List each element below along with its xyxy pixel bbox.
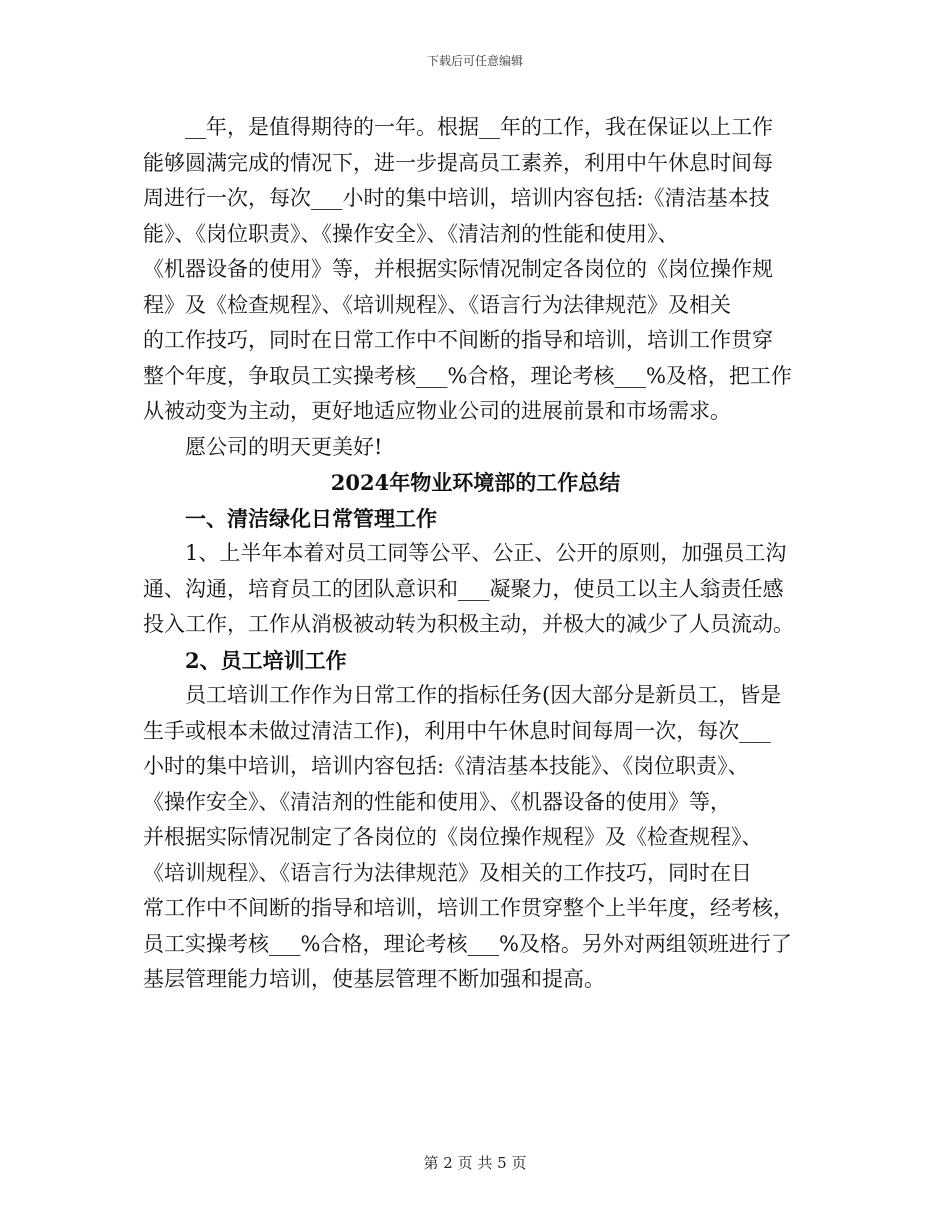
- section1-line-1: 1、上半年本着对员工同等公平、公正、公开的原则，加强员工沟: [185, 541, 787, 565]
- intro-line-6: 程》及《检查规程》、《培训规程》、《语言行为法律规范》及相关: [143, 292, 731, 317]
- intro-line-2: 能够圆满完成的情况下，进一步提高员工素养，利用中午休息时间每: [143, 150, 773, 175]
- section1-line-3: 投入工作，工作从消极被动转为积极主动，并极大的减少了人员流动。: [143, 612, 794, 636]
- page-footer: 第 2 页 共 5 页: [423, 1154, 527, 1172]
- intro-line-7: 的工作技巧，同时在日常工作中不间断的指导和培训，培训工作贯穿: [143, 328, 773, 352]
- section2-line-4: 《操作安全》、《清洁剂的性能和使用》、《机器设备的使用》等，: [143, 789, 731, 814]
- document-body: [143, 110, 808, 998]
- section2-line-3: 小时的集中培训，培训内容包括:《清洁基本技能》、《岗位职责》、: [143, 754, 749, 778]
- wish-paragraph: 愿公司的明天更美好!: [185, 434, 383, 459]
- section1-heading: 一、清洁绿化日常管理工作: [185, 505, 437, 531]
- section2-line-2: 生手或根本未做过清洁工作)，利用中午休息时间每周一次，每次___: [143, 718, 771, 743]
- intro-line-4: 能》、《岗位职责》、《操作安全》、《清洁剂的性能和使用》、: [143, 221, 679, 246]
- section2-line-9: 基层管理能力培训，使基层管理不断加强和提高。: [143, 967, 605, 991]
- section2-line-1: 员工培训工作作为日常工作的指标任务(因大部分是新员工，皆是: [185, 683, 782, 707]
- intro-line-5: 《机器设备的使用》等，并根据实际情况制定各岗位的《岗位操作规: [143, 257, 773, 281]
- section2-heading: 2、员工培训工作: [185, 647, 347, 673]
- section2-line-6: 《培训规程》、《语言行为法律规范》及相关的工作技巧，同时在日: [143, 860, 752, 885]
- section2-line-7: 常工作中不间断的指导和培训，培训工作贯穿整个上半年度，经考核，: [143, 896, 794, 920]
- section1-line-2: 通、沟通，培育员工的团队意识和___凝聚力，使员工以主人翁责任感: [143, 576, 784, 601]
- section2-line-5: 并根据实际情况制定了各岗位的《岗位操作规程》及《检查规程》、: [143, 825, 763, 849]
- page-header: 下载后可任意编辑: [426, 54, 523, 68]
- section2-line-8: 员工实操考核___%合格，理论考核___%及格。另外对两组领班进行了: [143, 931, 792, 956]
- document-title: 2024年物业环境部的工作总结: [330, 470, 621, 495]
- intro-line-1: __年，是值得期待的一年。根据__年的工作，我在保证以上工作: [185, 115, 773, 139]
- intro-line-3: 周进行一次，每次___小时的集中培训，培训内容包括:《清洁基本技: [143, 186, 770, 210]
- intro-line-8: 整个年度，争取员工实操考核___%合格，理论考核___%及格，把工作: [143, 363, 792, 388]
- intro-line-9: 从被动变为主动，更好地适应物业公司的进展前景和市场需求。: [143, 399, 731, 423]
